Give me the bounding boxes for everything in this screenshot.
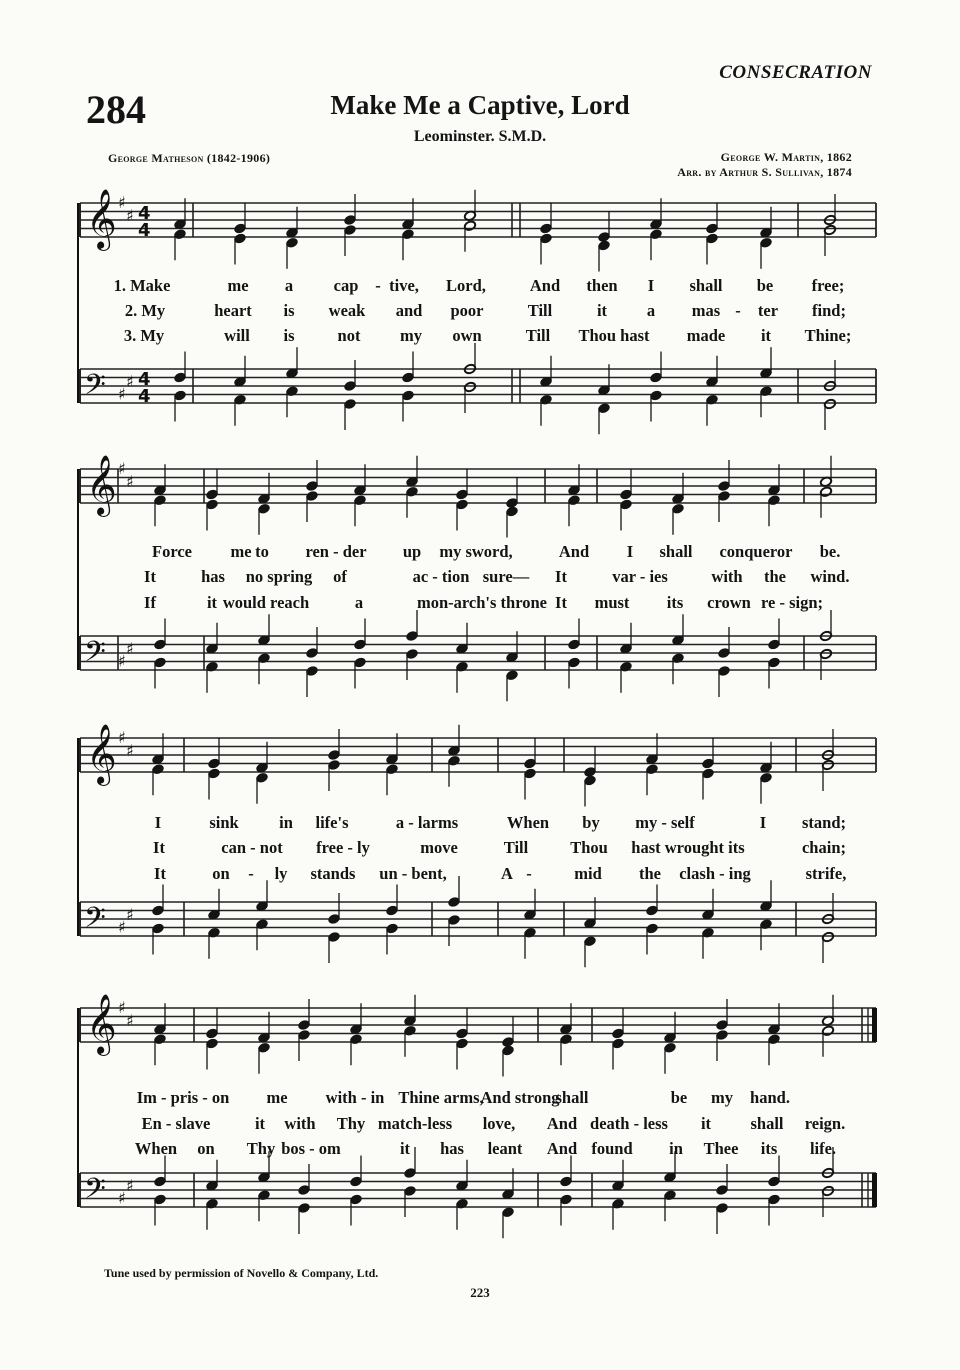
lyric-syllable: - [526,864,532,883]
lyric-syllable: I [626,542,634,561]
lyric-syllable: on [197,1139,215,1158]
lyric-syllable: free; [811,276,845,295]
treble-staff-3 [80,724,876,806]
lyric-syllable: I [759,813,767,832]
lyric-syllable: sink [209,813,239,832]
lyric-syllable: shall [689,276,723,295]
lyric-syllable: Till [525,326,551,345]
key-signature-sharp-icon: ♯ [118,728,126,747]
lyric-syllable: and [395,301,423,320]
lyric-syllable: 1. Make [113,276,171,295]
treble-staff-1 [80,189,876,271]
key-signature-sharp-icon: ♯ [118,998,126,1017]
lyric-syllable: It [555,593,567,612]
lyric-syllable: It [555,567,567,586]
lyric-syllable: En - slave [141,1114,211,1133]
lyric-syllable: be [670,1088,688,1107]
lyric-syllable: un - bent, [379,864,447,883]
lyric-syllable: has [201,567,225,586]
hymn-title: Make Me a Captive, Lord [330,90,630,120]
lyric-syllable: 3. My [123,326,165,345]
lyric-syllable: It [154,864,166,883]
treble-staff-4 [80,994,877,1076]
lyric-syllable: made [686,326,726,345]
author-credit: George Matheson (1842-1906) [108,151,271,165]
bass-staff-3 [80,876,876,967]
final-bar-line-thick [872,1008,877,1042]
key-signature-sharp-icon: ♯ [126,371,134,391]
lyric-syllable: tive, [389,276,419,295]
lyric-syllable: shall [659,542,693,561]
lyric-syllable: it [700,1114,712,1133]
key-signature-sharp-icon: ♯ [118,384,126,404]
lyric-syllable: poor [450,301,484,320]
lyric-syllable: cap [333,276,359,295]
key-signature-sharp-icon: ♯ [118,193,126,212]
lyric-syllable: ac - tion [412,567,470,586]
lyric-syllable: - [735,301,741,320]
lyric-syllable: conqueror [719,542,793,561]
lyric-syllable: it [206,593,218,612]
treble-clef-icon: 𝄞 [86,994,117,1055]
lyric-syllable: life. [809,1139,837,1158]
lyric-syllable: can - not [221,838,283,857]
lyric-syllable: own [452,326,482,345]
lyric-syllable: to [255,542,269,561]
treble-clef-icon: 𝄞 [86,724,117,785]
lyric-syllable: me [227,276,249,295]
treble-clef-icon: 𝄞 [86,455,117,516]
treble-staff-2 [80,455,876,537]
lyric-syllable: bos - om [281,1139,341,1158]
lyric-syllable: ly [274,864,288,883]
lyric-syllable: When [134,1139,178,1158]
key-signature-sharp-icon: ♯ [118,1188,126,1208]
lyric-syllable: death - less [590,1114,668,1133]
bass-clef-icon: 𝄢 [84,635,106,676]
lyric-syllable: must [594,593,630,612]
lyric-syllable: reign. [804,1114,846,1133]
lyric-syllable: in [669,1139,683,1158]
permission-credit: Tune used by permission of Novello & Company, Ltd. [104,1266,379,1280]
lyric-syllable: it [596,301,608,320]
lyric-syllable: with - in [325,1088,385,1107]
lyric-syllable: Thy [246,1139,276,1158]
time-signature-digit: 4 [138,203,151,224]
key-signature-sharp-icon: ♯ [126,205,134,225]
lyric-syllable: love, [482,1114,516,1133]
lyric-syllable: my - self [635,813,695,832]
lyric-syllable: re - sign; [760,593,824,612]
lyric-syllable: found [591,1139,633,1158]
lyric-syllable: will [224,326,250,345]
key-signature-sharp-icon: ♯ [126,638,134,658]
lyric-syllable: a - larms [395,813,459,832]
lyric-syllable: with [284,1114,316,1133]
lyric-syllable: be. [819,542,841,561]
lyric-syllable: If [144,593,156,612]
lyric-syllable: match-less [377,1114,453,1133]
lyric-syllable: not [337,326,361,345]
lyric-syllable: then [586,276,618,295]
time-signature-digit: 4 [138,220,151,241]
key-signature-sharp-icon: ♯ [126,740,134,760]
lyric-syllable: my [400,326,422,345]
tune-name: Leominster. S.M.D. [413,128,547,145]
lyric-syllable: heart [214,301,252,320]
lyric-syllable: stand; [801,813,847,832]
lyric-syllable: strife, [805,864,847,883]
lyric-syllable: - [248,864,254,883]
lyric-syllable: It [144,567,156,586]
lyric-syllable: sure— [482,567,530,586]
lyric-syllable: mid [574,864,602,883]
lyric-syllable: I [154,813,162,832]
lyric-syllable: with [711,567,743,586]
lyric-syllable: Till [527,301,553,320]
final-bar-line-thick [872,1173,877,1207]
page-number: 223 [470,1285,490,1300]
key-signature-sharp-icon: ♯ [126,1175,134,1195]
bass-clef-icon: 𝄢 [84,901,106,942]
lyric-syllable: it [254,1114,266,1133]
key-signature-sharp-icon: ♯ [126,1010,134,1030]
lyric-syllable: on [212,864,230,883]
lyric-syllable: would reach [222,593,310,612]
lyric-syllable: my sword, [439,542,513,561]
lyric-syllable: ter [757,301,779,320]
key-signature-sharp-icon: ♯ [126,904,134,924]
lyric-syllable: And [529,276,561,295]
lyric-syllable: And [558,542,590,561]
lyric-syllable: mon-arch's throne [416,593,548,612]
lyric-syllable: is [283,326,295,345]
lyric-syllable: the [639,864,661,883]
lyric-syllable: move [420,838,458,857]
bass-staff-4 [80,1147,877,1238]
lyric-syllable: chain; [801,838,847,857]
section-heading: CONSECRATION [719,62,872,83]
lyric-syllable: Thine; [804,326,852,345]
key-signature-sharp-icon: ♯ [118,651,126,671]
hymn-number: 284 [86,87,146,132]
lyric-syllable: clash - ing [679,864,751,883]
lyric-syllable: When [506,813,550,832]
bass-staff-1 [80,343,876,434]
lyric-syllable: Im - pris - on [136,1088,230,1107]
lyric-syllable: its [760,1139,778,1158]
lyric-syllable: has [440,1139,464,1158]
lyric-syllable: weak [328,301,366,320]
lyric-syllable: is [283,301,295,320]
lyric-syllable: var - ies [612,567,668,586]
time-signature-digit: 4 [138,386,151,407]
key-signature-sharp-icon: ♯ [126,471,134,491]
lyric-syllable: mas [691,301,721,320]
key-signature-sharp-icon: ♯ [118,917,126,937]
lyric-syllable: Thou [570,838,608,857]
lyric-syllable: shall [750,1114,784,1133]
composer-name: George W. Martin, 1862 [720,150,852,164]
lyric-syllable: it [760,326,772,345]
bass-clef-icon: 𝄢 [84,368,106,409]
lyric-syllable: be [756,276,774,295]
lyric-syllable: I [647,276,655,295]
lyric-syllable: a [354,593,364,612]
lyric-syllable: 2. My [124,301,166,320]
lyric-syllable: And [546,1139,578,1158]
lyric-syllable: a [284,276,294,295]
lyric-syllable: a [646,301,656,320]
lyric-syllable: Force [151,542,193,561]
lyric-syllable: in [279,813,293,832]
bass-clef-icon: 𝄢 [84,1172,106,1213]
lyric-syllable: find; [812,301,846,320]
lyric-syllable: Thy [336,1114,366,1133]
lyric-syllable: Thee [703,1139,739,1158]
lyric-syllable: A [501,864,513,883]
lyric-syllable: shall [555,1088,589,1107]
lyric-syllable: Thine arms, [398,1088,484,1107]
key-signature-sharp-icon: ♯ [118,459,126,478]
lyric-syllable: free - ly [316,838,370,857]
treble-clef-icon: 𝄞 [86,189,117,250]
lyric-syllable: the [764,567,786,586]
arranger-name: Arr. by Arthur S. Sullivan, 1874 [677,165,852,179]
lyric-syllable: its [666,593,684,612]
lyric-syllable: It [153,838,165,857]
lyric-syllable: And strong [480,1088,560,1107]
lyric-syllable: of [333,567,347,586]
lyric-syllable: And [546,1114,578,1133]
lyric-syllable: up [402,542,422,561]
lyric-syllable: stands [310,864,356,883]
lyric-syllable: crown [707,593,751,612]
lyric-syllable: Till [503,838,529,857]
lyric-syllable: my [711,1088,733,1107]
lyric-syllable: leant [487,1139,523,1158]
bass-staff-2 [80,610,876,701]
lyric-syllable: hast wrought its [631,838,745,857]
lyric-syllable: by [582,813,600,832]
lyric-syllable: life's [315,813,349,832]
lyric-syllable: Thou hast [578,326,650,345]
lyric-syllable: me [266,1088,288,1107]
lyric-syllable: wind. [810,567,850,586]
lyric-syllable: no spring [245,567,313,586]
lyric-syllable: - [375,276,381,295]
lyric-syllable: me [230,542,252,561]
time-signature-digit: 4 [138,369,151,390]
lyric-syllable: ren - der [305,542,367,561]
lyric-syllable: hand. [750,1088,790,1107]
lyric-syllable: Lord, [446,276,486,295]
lyric-syllable: it [399,1139,411,1158]
